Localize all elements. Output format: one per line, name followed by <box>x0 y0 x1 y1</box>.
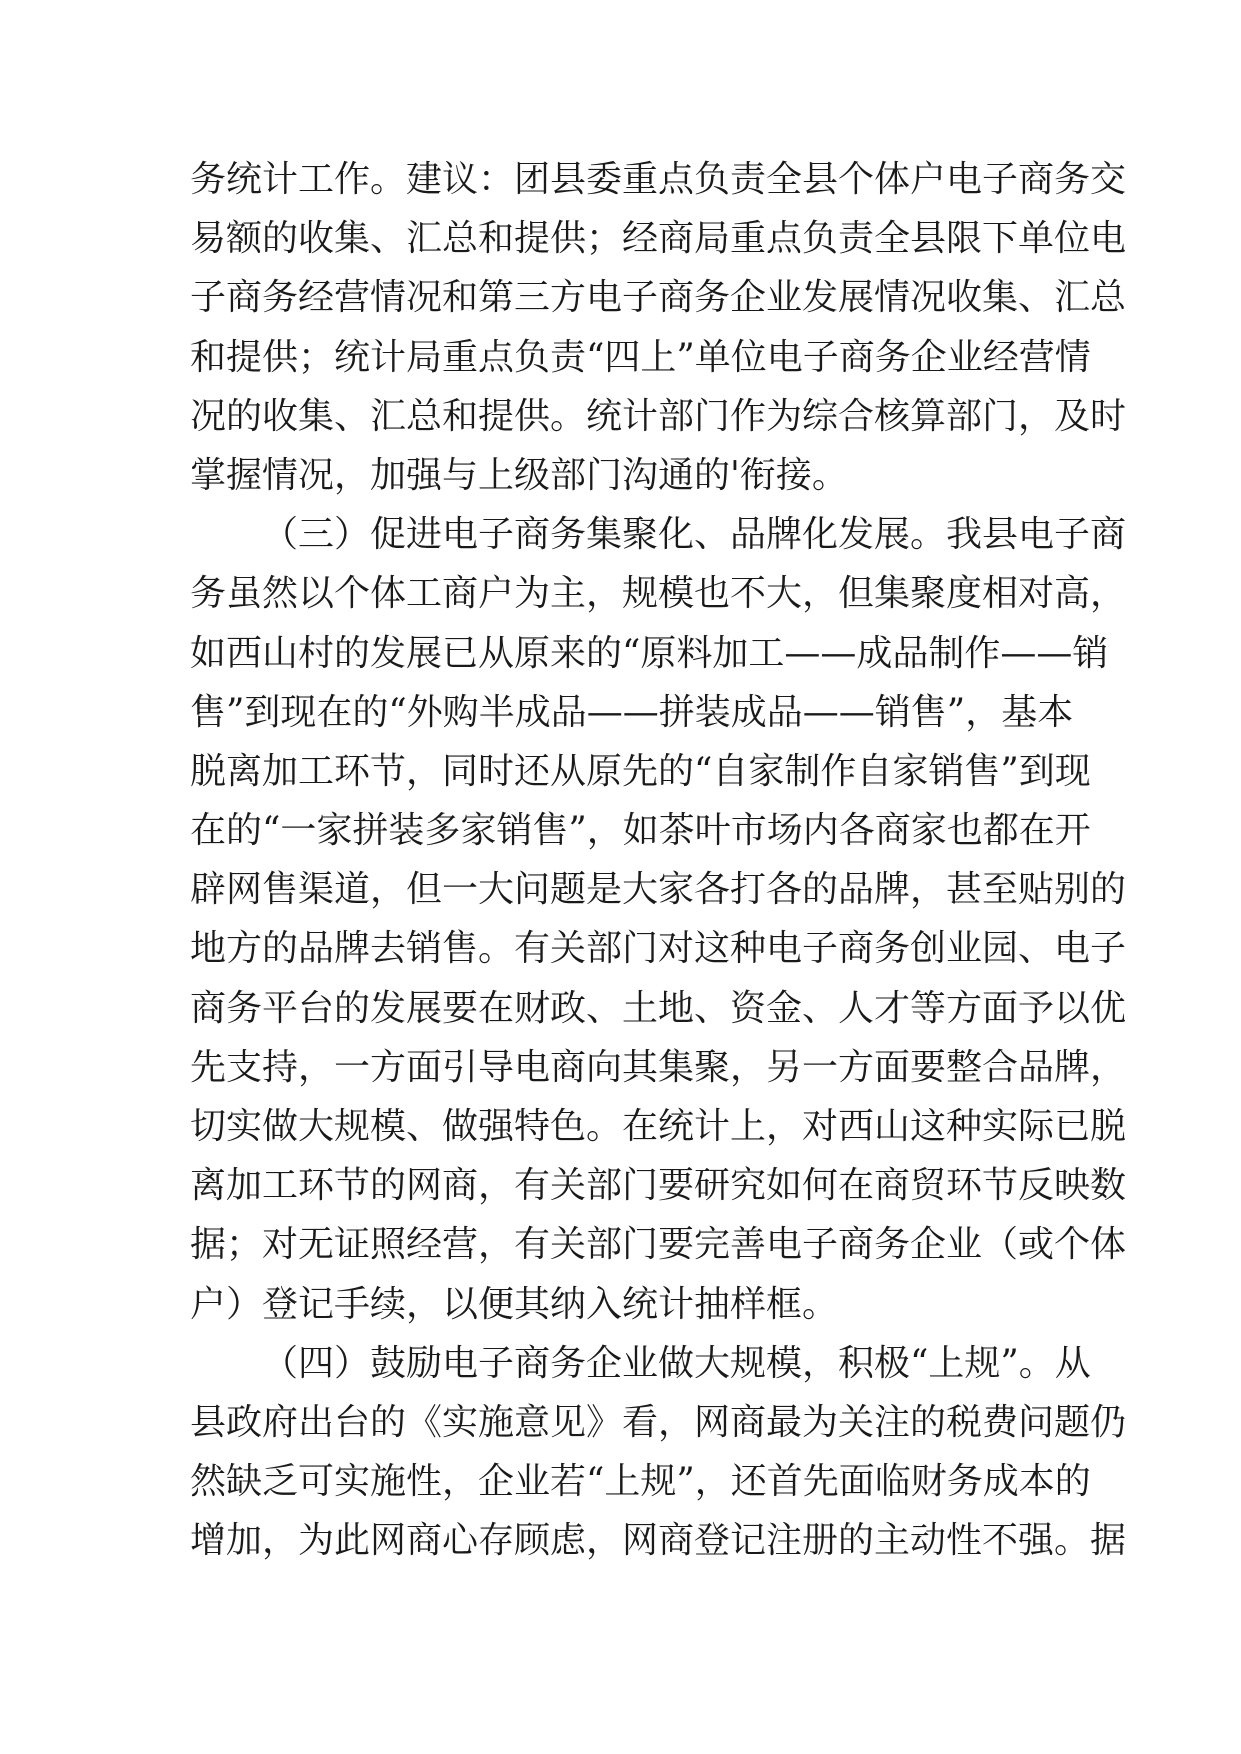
text-line: 脱离加工环节，同时还从原先的“自家制作自家销售”到现 <box>190 750 1091 792</box>
text-line: 售”到现在的“外购半成品——拼装成品——销售”，基本 <box>190 691 1074 733</box>
text-line: 户）登记手续，以便其纳入统计抽样框。 <box>190 1283 839 1325</box>
text-line: 况的收集、汇总和提供。统计部门作为综合核算部门，及时 <box>190 395 1127 437</box>
text-line: 在的“一家拼装多家销售”，如茶叶市场内各商家也都在开 <box>190 810 1091 852</box>
text-line: 如西山村的发展已从原来的“原料加工——成品制作——销 <box>190 632 1109 674</box>
text-line: 务虽然以个体工商户为主，规模也不大，但集聚度相对高， <box>190 573 1127 615</box>
section-heading-line: （四）鼓励电子商务企业做大规模，积极“上规”。从 <box>262 1342 1091 1384</box>
text-line: 先支持，一方面引导电商向其集聚，另一方面要整合品牌， <box>190 1046 1127 1088</box>
text-line: 务统计工作。建议：团县委重点负责全县个体户电子商务交 <box>190 159 1127 200</box>
text-line: 切实做大规模、做强特色。在统计上，对西山这种实际已脱 <box>190 1106 1127 1147</box>
text-line: 地方的品牌去销售。有关部门对这种电子商务创业园、电子 <box>190 928 1127 970</box>
text-line: 掌握情况，加强与上级部门沟通的'衔接。 <box>190 454 848 496</box>
text-line: 商务平台的发展要在财政、土地、资金、人才等方面予以优 <box>190 987 1127 1029</box>
text-line: 增加，为此网商心存顾虑，网商登记注册的主动性不强。据 <box>190 1520 1127 1562</box>
text-line: 离加工环节的网商，有关部门要研究如何在商贸环节反映数 <box>190 1165 1127 1207</box>
text-line: 据；对无证照经营，有关部门要完善电子商务企业（或个体 <box>190 1224 1127 1266</box>
section-heading-line: （三）促进电子商务集聚化、品牌化发展。我县电子商 <box>262 514 1127 556</box>
text-line: 辟网售渠道，但一大问题是大家各打各的品牌，甚至贴别的 <box>190 869 1127 911</box>
text-line: 然缺乏可实施性，企业若“上规”，还首先面临财务成本的 <box>190 1461 1091 1503</box>
body-text <box>190 150 1127 1571</box>
text-line: 易额的收集、汇总和提供；经商局重点负责全县限下单位电 <box>190 218 1127 260</box>
text-line: 子商务经营情况和第三方电子商务企业发展情况收集、汇总 <box>190 277 1127 319</box>
text-line: 和提供；统计局重点负责“四上”单位电子商务企业经营情 <box>190 336 1091 378</box>
text-line: 县政府出台的《实施意见》看，网商最为关注的税费问题仍 <box>190 1401 1127 1443</box>
